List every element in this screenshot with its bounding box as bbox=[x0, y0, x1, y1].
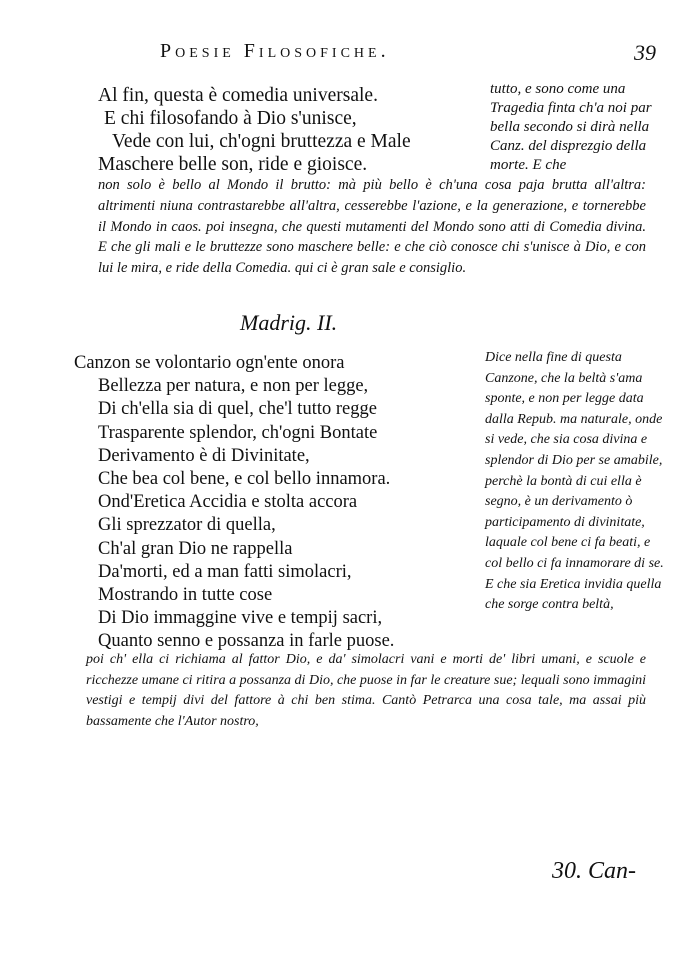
verse-line: Vede con lui, ch'ogni bruttezza e Male bbox=[112, 131, 411, 152]
verse-line: Mostrando in tutte cose bbox=[98, 585, 273, 606]
verse-line: Ond'Eretica Accidia e stolta accora bbox=[98, 492, 358, 513]
verse-line: Bellezza per natura, e non per legge, bbox=[98, 376, 369, 397]
verse-line: E chi filosofando à Dio s'unisce, bbox=[104, 108, 357, 129]
verse-line: Gli sprezzator di quella, bbox=[98, 515, 276, 536]
page-number: 39 bbox=[634, 40, 656, 65]
catchword: 30. Can- bbox=[552, 858, 636, 884]
verse-line: Di ch'ella sia di quel, che'l tutto regge bbox=[98, 399, 377, 420]
verse-line: Che bea col bene, e col bello innamora. bbox=[98, 469, 391, 490]
verse-stanza-2 bbox=[74, 352, 474, 654]
running-title: Poesie Filosofiche. bbox=[160, 40, 390, 62]
commentary-block-2: poi ch' ella ci richiama al fattor Dio, e da' simolacri vani e morti de' libri umani, e scuole e ricchezze umane ci ritira a possanza di Dio, che puose in far le creature sue; lequali sono immagini vestigi e tempij divi del fattore à chi ben stima. Cantò Petrarca una cosa tale, ma assai più bassamente che l'Autor nostro, bbox=[86, 652, 646, 729]
verse-line: Maschere belle son, ride e gioisce. bbox=[98, 154, 368, 175]
section-heading: Madrig. II. bbox=[240, 310, 338, 335]
verse-line: Di Dio immaggine vive e tempij sacri, bbox=[98, 608, 383, 629]
verse-line: Da'morti, ed a man fatti simolacri, bbox=[98, 561, 352, 582]
verse-line: Al fin, questa è comedia universale. bbox=[98, 85, 378, 106]
verse-line: Canzon se volontario ogn'ente onora bbox=[74, 353, 345, 373]
verse-line: Quanto senno e possanza in farle puose. bbox=[98, 631, 395, 652]
verse-line: Derivamento è di Divinitate, bbox=[98, 445, 310, 466]
commentary-block-1: non solo è bello al Mondo il brutto: mà più bello è ch'una cosa paja brutta all'altra: altrimenti niuna contrastarebbe all'altra, cesserebbe l'azione, e la generazione, e tornerebbe il Mondo in caos. poi insegna, che questi mutamenti del Mondo sono atti di Comedia divina. E che gli mali e le bruttezze sono maschere belle: e che ciò conosce chi s'unisce à Dio, e con lui le mira, e ride della Comedia. qui ci è gran sale e consiglio. bbox=[98, 177, 646, 277]
verse-stanza-1 bbox=[98, 84, 478, 176]
marginal-commentary-2: Dice nella fine di questa Canzone, che la beltà s'ama sponte, e non per legge data dalla Repub. ma naturale, onde si vede, che sia cosa divina e splendor di Dio per se amabile, perchè la bontà di cui ella è segno, è un derivamento ò participamento di divinitate, laquale col bene ci fa beati, e col bello ci fa innamorare di se. E che sia Eretica invidia quella che sorge contra beltà, bbox=[485, 350, 664, 613]
verse-line: Trasparente splendor, ch'ogni Bontate bbox=[98, 422, 378, 443]
verse-line: Ch'al gran Dio ne rappella bbox=[98, 538, 293, 559]
marginal-commentary-1: tutto, e sono come una Tragedia finta ch'a noi par bella secondo si dirà nella Canz. del disprezgio della morte. E che bbox=[490, 81, 652, 173]
